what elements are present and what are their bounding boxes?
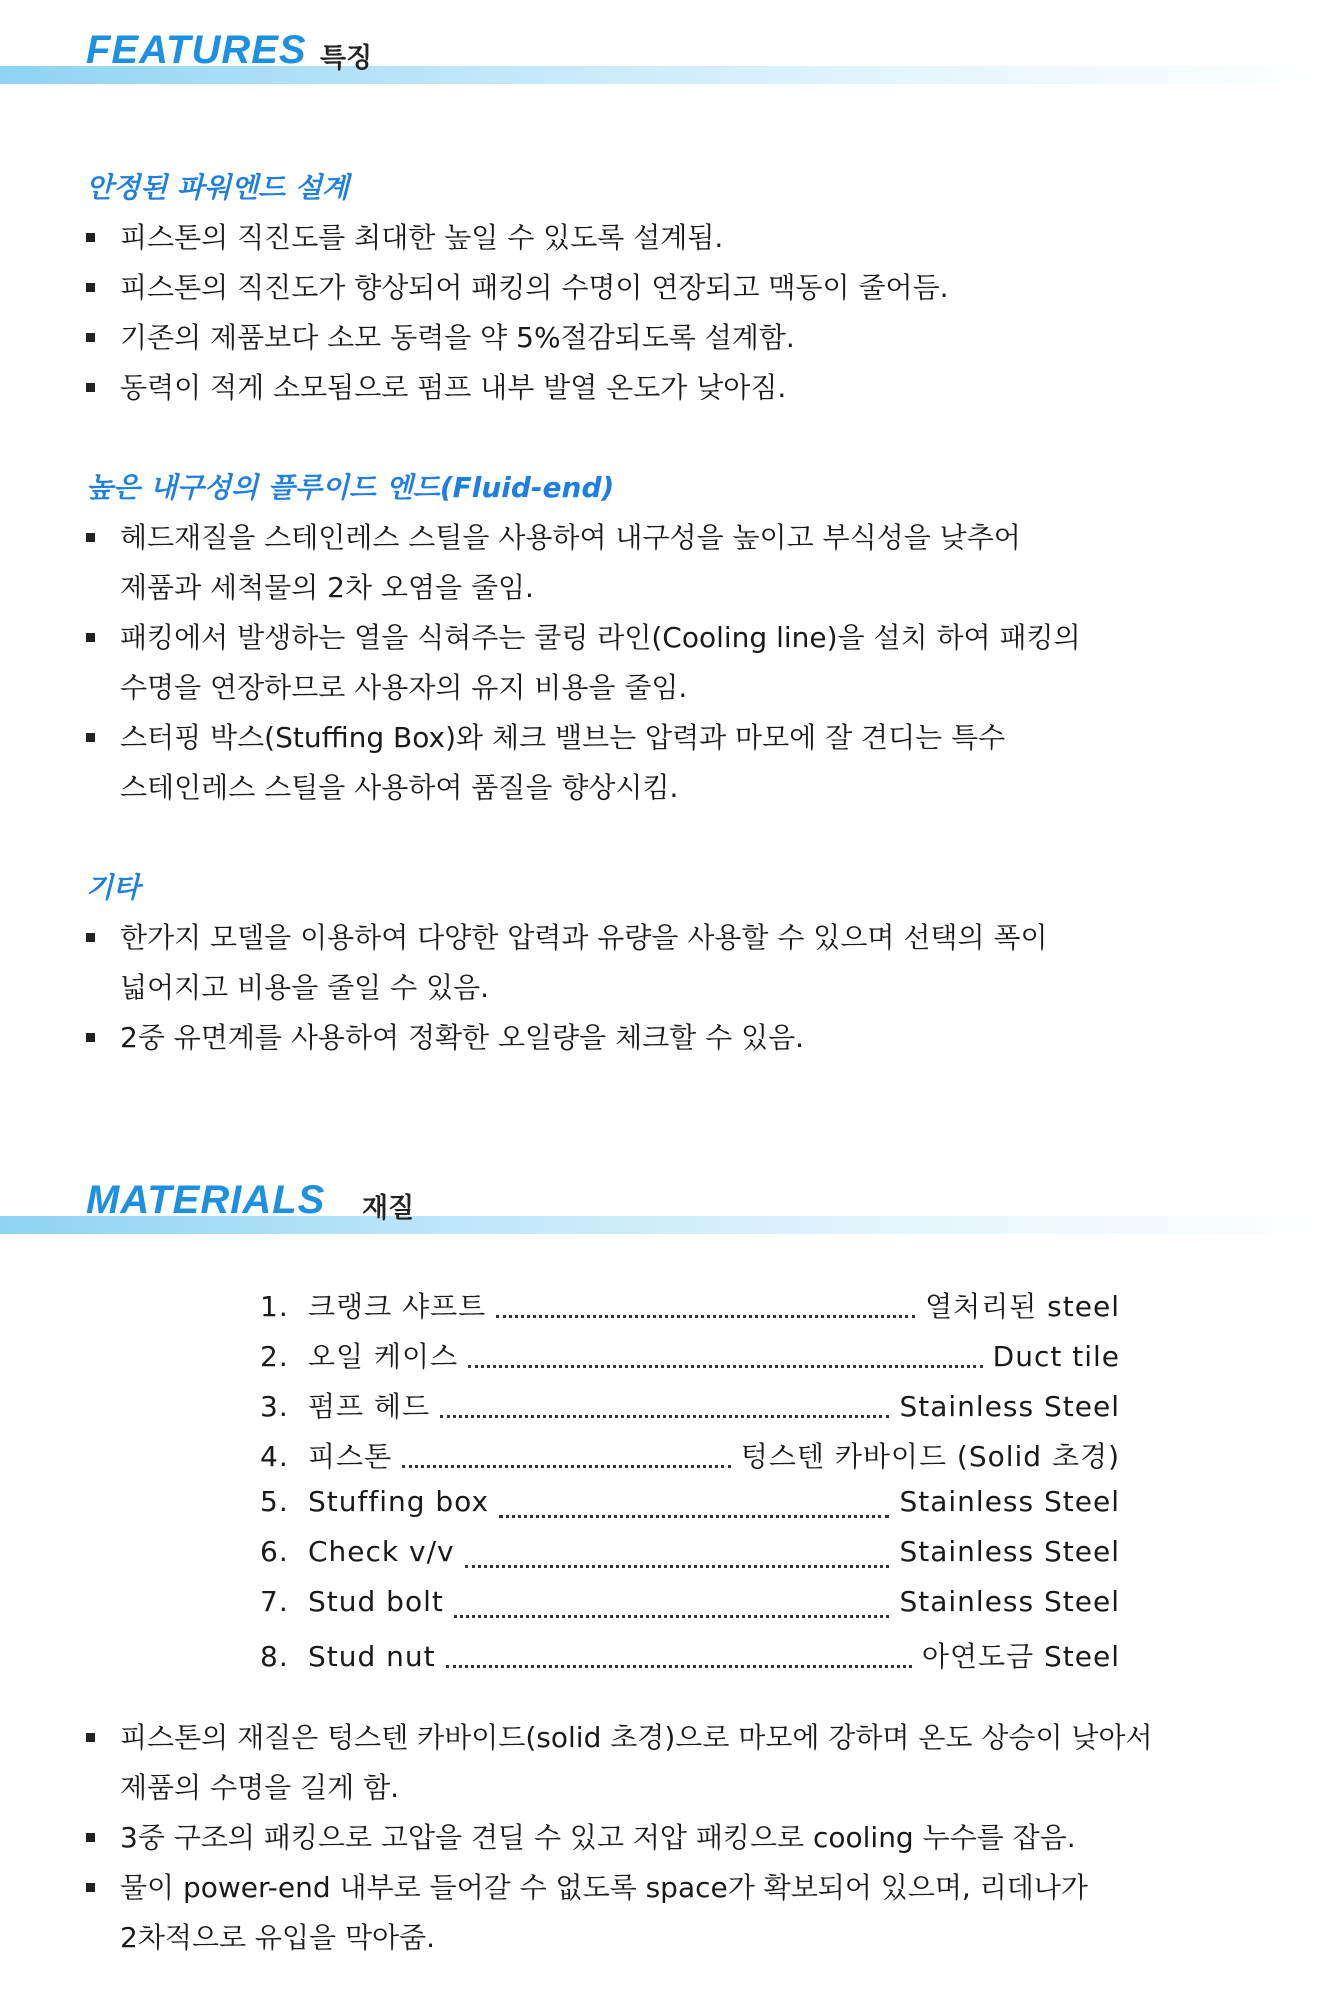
materials-list xyxy=(260,1285,1120,1685)
bullet-square-icon xyxy=(86,633,95,642)
list-item: 헤드재질을 스테인레스 스틸을 사용하여 내구성을 높이고 부식성을 낮추어 제품과 세척물의 2차 오염을 줄임. xyxy=(86,513,1306,613)
bullet-square-icon xyxy=(86,1833,95,1842)
materials-row: 6. Check v/v Stainless Steel xyxy=(260,1535,1120,1568)
dot-leader xyxy=(496,1313,915,1318)
dot-leader xyxy=(402,1463,731,1468)
bullet-square-icon xyxy=(86,283,95,292)
dot-leader xyxy=(454,1613,890,1618)
materials-header xyxy=(0,1178,1333,1238)
features-group-heading: 높은 내구성의 플루이드 엔드(Fluid-end) xyxy=(86,471,615,504)
list-item: 피스톤의 재질은 텅스텐 카바이드(solid 초경)으로 마모에 강하며 온도 상승이 낮아서 제품의 수명을 길게 함. xyxy=(86,1713,1306,1813)
list-item: 물이 power-end 내부로 들어갈 수 없도록 space가 확보되어 있으며, 리데나가 2차적으로 유입을 막아줌. xyxy=(86,1863,1306,1963)
list-item: 피스톤의 직진도가 향상되어 패킹의 수명이 연장되고 맥동이 줄어듬. xyxy=(86,263,1306,313)
bullet-square-icon xyxy=(86,933,95,942)
bullet-square-icon xyxy=(86,333,95,342)
bullet-square-icon xyxy=(86,233,95,242)
bullet-square-icon xyxy=(86,1033,95,1042)
materials-row: 3. 펌프 헤드 Stainless Steel xyxy=(260,1390,1120,1423)
materials-row: 2. 오일 케이스 Duct tile xyxy=(260,1340,1120,1373)
list-item: 기존의 제품보다 소모 동력을 약 5%절감되도록 설계함. xyxy=(86,313,1306,363)
list-item: 피스톤의 직진도를 최대한 높일 수 있도록 설계됨. xyxy=(86,213,1306,263)
list-item: 패킹에서 발생하는 열을 식혀주는 쿨링 라인(Cooling line)을 설치 하여 패킹의 수명을 연장하므로 사용자의 유지 비용을 줄임. xyxy=(86,613,1306,713)
materials-row: 8. Stud nut 아연도금 Steel xyxy=(260,1640,1120,1673)
materials-row: 5. Stuffing box Stainless Steel xyxy=(260,1485,1120,1518)
list-item: 스터핑 박스(Stuffing Box)와 체크 밸브는 압력과 마모에 잘 견디는 특수 스테인레스 스틸을 사용하여 품질을 향상시킴. xyxy=(86,713,1306,813)
bullet-square-icon xyxy=(86,383,95,392)
list-item: 한가지 모델을 이용하여 다양한 압력과 유량을 사용할 수 있으며 선택의 폭이 넓어지고 비용을 줄일 수 있음. xyxy=(86,913,1306,1013)
dot-leader xyxy=(468,1363,983,1368)
features-group-heading: 안정된 파워엔드 설계 xyxy=(86,171,349,204)
bullet-square-icon xyxy=(86,533,95,542)
materials-row: 4. 피스톤 텅스텐 카바이드 (Solid 초경) xyxy=(260,1440,1120,1473)
features-title-en: FEATURES xyxy=(86,28,307,72)
features-group-heading: 기타 xyxy=(86,871,141,904)
dot-leader xyxy=(440,1413,889,1418)
bullet-square-icon xyxy=(86,1883,95,1892)
dot-leader xyxy=(465,1563,890,1568)
list-item: 동력이 적게 소모됨으로 펌프 내부 발열 온도가 낮아짐. xyxy=(86,363,1306,413)
list-item: 2중 유면계를 사용하여 정확한 오일량을 체크할 수 있음. xyxy=(86,1013,1306,1063)
materials-row: 1. 크랭크 샤프트 열처리된 steel xyxy=(260,1290,1120,1323)
bullet-square-icon xyxy=(86,733,95,742)
dot-leader xyxy=(499,1513,889,1518)
materials-title-en: MATERIALS xyxy=(86,1178,326,1222)
materials-row: 7. Stud bolt Stainless Steel xyxy=(260,1585,1120,1618)
features-header xyxy=(0,28,1333,88)
dot-leader xyxy=(446,1663,912,1668)
materials-title-ko: 재질 xyxy=(362,1193,415,1224)
list-item: 3중 구조의 패킹으로 고압을 견딜 수 있고 저압 패킹으로 cooling 누수를 잡음. xyxy=(86,1813,1306,1863)
features-title-ko: 특징 xyxy=(320,43,373,74)
bullet-square-icon xyxy=(86,1733,95,1742)
